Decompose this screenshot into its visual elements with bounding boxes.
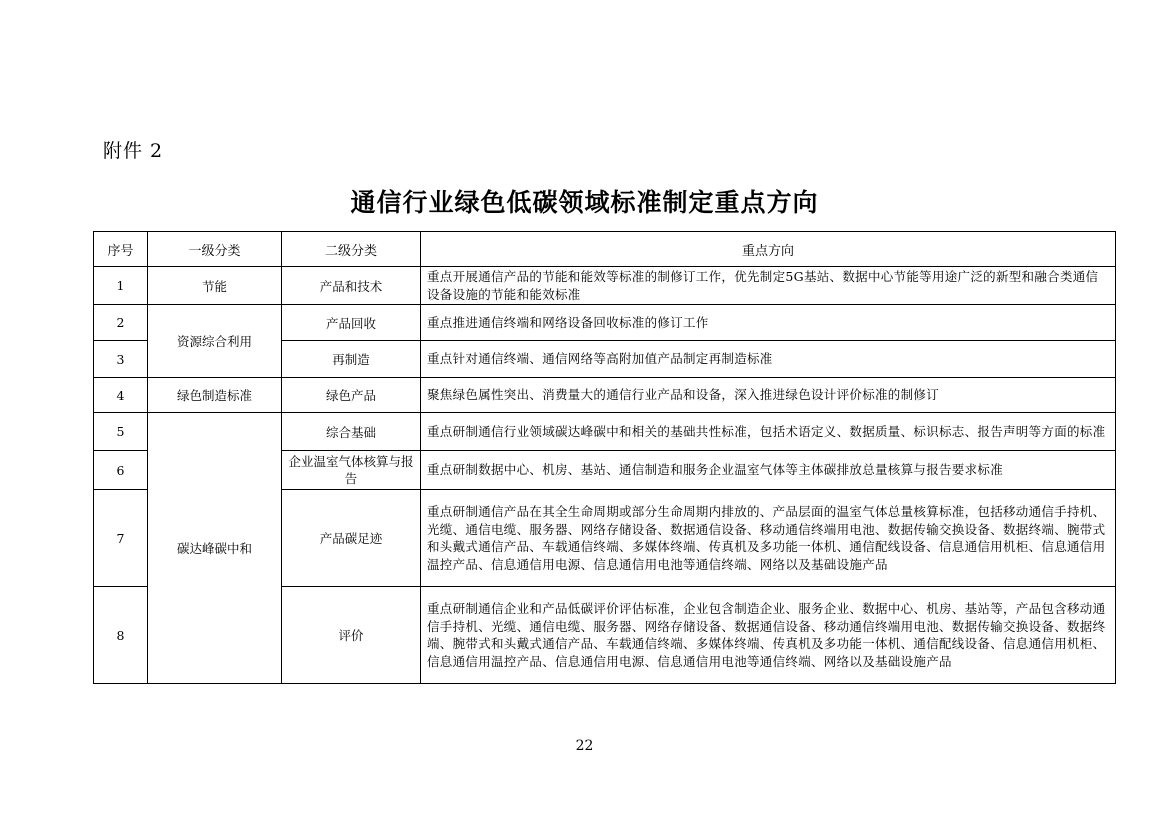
focus-direction: 重点针对通信终端、通信网络等高附加值产品制定再制造标准: [421, 341, 1116, 378]
document-title: 通信行业绿色低碳领域标准制定重点方向: [350, 188, 819, 217]
secondary-category: 再制造: [282, 341, 421, 378]
table-row: [94, 378, 1116, 413]
row-number: 1: [94, 267, 148, 305]
primary-category: 绿色制造标准: [148, 378, 282, 413]
column-header-secondary: 二级分类: [282, 232, 421, 267]
focus-direction: 重点研制数据中心、机房、基站、通信制造和服务企业温室气体等主体碳排放总量核算与报告要求标准: [421, 451, 1116, 490]
secondary-category: 产品回收: [282, 305, 421, 341]
secondary-category: 产品和技术: [282, 267, 421, 305]
secondary-category: 企业温室气体核算与报告: [282, 451, 421, 490]
table-row: [94, 305, 1116, 341]
secondary-category: 绿色产品: [282, 378, 421, 413]
primary-category: 节能: [148, 267, 282, 305]
focus-direction: 重点开展通信产品的节能和能效等标准的制修订工作，优先制定5G基站、数据中心节能等用途广泛的新型和融合类通信设备设施的节能和能效标准: [421, 267, 1116, 305]
focus-direction: 聚焦绿色属性突出、消费量大的通信行业产品和设备，深入推进绿色设计评价标准的制修订: [421, 378, 1116, 413]
secondary-category: 综合基础: [282, 413, 421, 451]
primary-category: 碳达峰碳中和: [148, 413, 282, 684]
column-header-direction: 重点方向: [421, 232, 1116, 267]
focus-direction: 重点研制通信产品在其全生命周期或部分生命周期内排放的、产品层面的温室气体总量核算标准，包括移动通信手持机、光缆、通信电缆、服务器、网络存储设备、数据通信设备、移动通信终端用电池、数据传输交换设备、数据终端、腕带式和头戴式通信产品、车载通信终端、多媒体终端、传真机及多功能一体机、通信配线设备、信息通信用机柜、信息通信用温控产品、信息通信用电源、信息通信用电池等通信终端、网络以及基础设施产品: [421, 490, 1116, 587]
secondary-category: 评价: [282, 587, 421, 684]
row-number: 7: [94, 490, 148, 587]
table-header-row: [94, 232, 1116, 267]
secondary-category: 产品碳足迹: [282, 490, 421, 587]
column-header-primary: 一级分类: [148, 232, 282, 267]
page-number: 22: [575, 738, 594, 754]
focus-direction: 重点推进通信终端和网络设备回收标准的修订工作: [421, 305, 1116, 341]
standards-table: [93, 231, 1116, 684]
row-number: 2: [94, 305, 148, 341]
row-number: 5: [94, 413, 148, 451]
row-number: 6: [94, 451, 148, 490]
table-row: [94, 413, 1116, 451]
row-number: 3: [94, 341, 148, 378]
focus-direction: 重点研制通信行业领域碳达峰碳中和相关的基础共性标准，包括术语定义、数据质量、标识标志、报告声明等方面的标准: [421, 413, 1116, 451]
table-row: [94, 267, 1116, 305]
primary-category: 资源综合利用: [148, 305, 282, 378]
row-number: 4: [94, 378, 148, 413]
column-header-no: 序号: [94, 232, 148, 267]
row-number: 8: [94, 587, 148, 684]
focus-direction: 重点研制通信企业和产品低碳评价评估标准，企业包含制造企业、服务企业、数据中心、机房、基站等，产品包含移动通信手持机、光缆、通信电缆、服务器、网络存储设备、数据通信设备、移动通信终端用电池、数据传输交换设备、数据终端、腕带式和头戴式通信产品、车载通信终端、多媒体终端、传真机及多功能一体机、通信配线设备、信息通信用机柜、信息通信用温控产品、信息通信用电源、信息通信用电池等通信终端、网络以及基础设施产品: [421, 587, 1116, 684]
annex-label: 附件 2: [103, 140, 164, 162]
